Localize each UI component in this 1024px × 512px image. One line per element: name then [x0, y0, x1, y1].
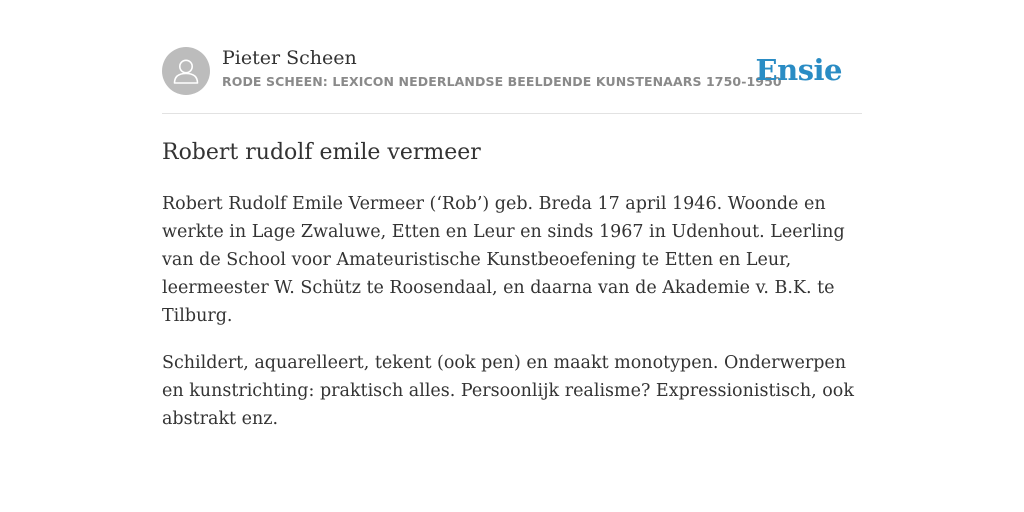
- article-header: [162, 46, 862, 96]
- user-silhouette-icon: [162, 47, 210, 95]
- article-body: [162, 190, 872, 452]
- avatar[interactable]: [162, 47, 210, 95]
- article-paragraph: Schildert, aquarelleert, tekent (ook pen) en maakt monotypen. Onderwerpen en kunstrichting: praktisch alles. Persoonlijk realisme? Expressionistisch, ook abstrakt enz.: [162, 353, 854, 429]
- article-title: Robert rudolf emile vermeer: [162, 140, 481, 165]
- author-name[interactable]: Pieter Scheen: [222, 47, 357, 69]
- article-paragraph: Robert Rudolf Emile Vermeer (‘Rob’) geb. Breda 17 april 1946. Woonde en werkte in Lage Zwaluwe, Etten en Leur en sinds 1967 in Udenhout. Leerling van de School voor Amateuristische Kunstbeoefening te Etten en Leur, leermeester W. Schütz te Roosendaal, en daarna van de Akademie v. B.K. te Tilburg.: [162, 194, 845, 326]
- header-divider: [162, 113, 862, 114]
- source-title[interactable]: RODE SCHEEN: LEXICON NEDERLANDSE BEELDENDE KUNSTENAARS 1750-1950: [222, 74, 782, 89]
- brand-logo[interactable]: Ensie: [755, 53, 842, 87]
